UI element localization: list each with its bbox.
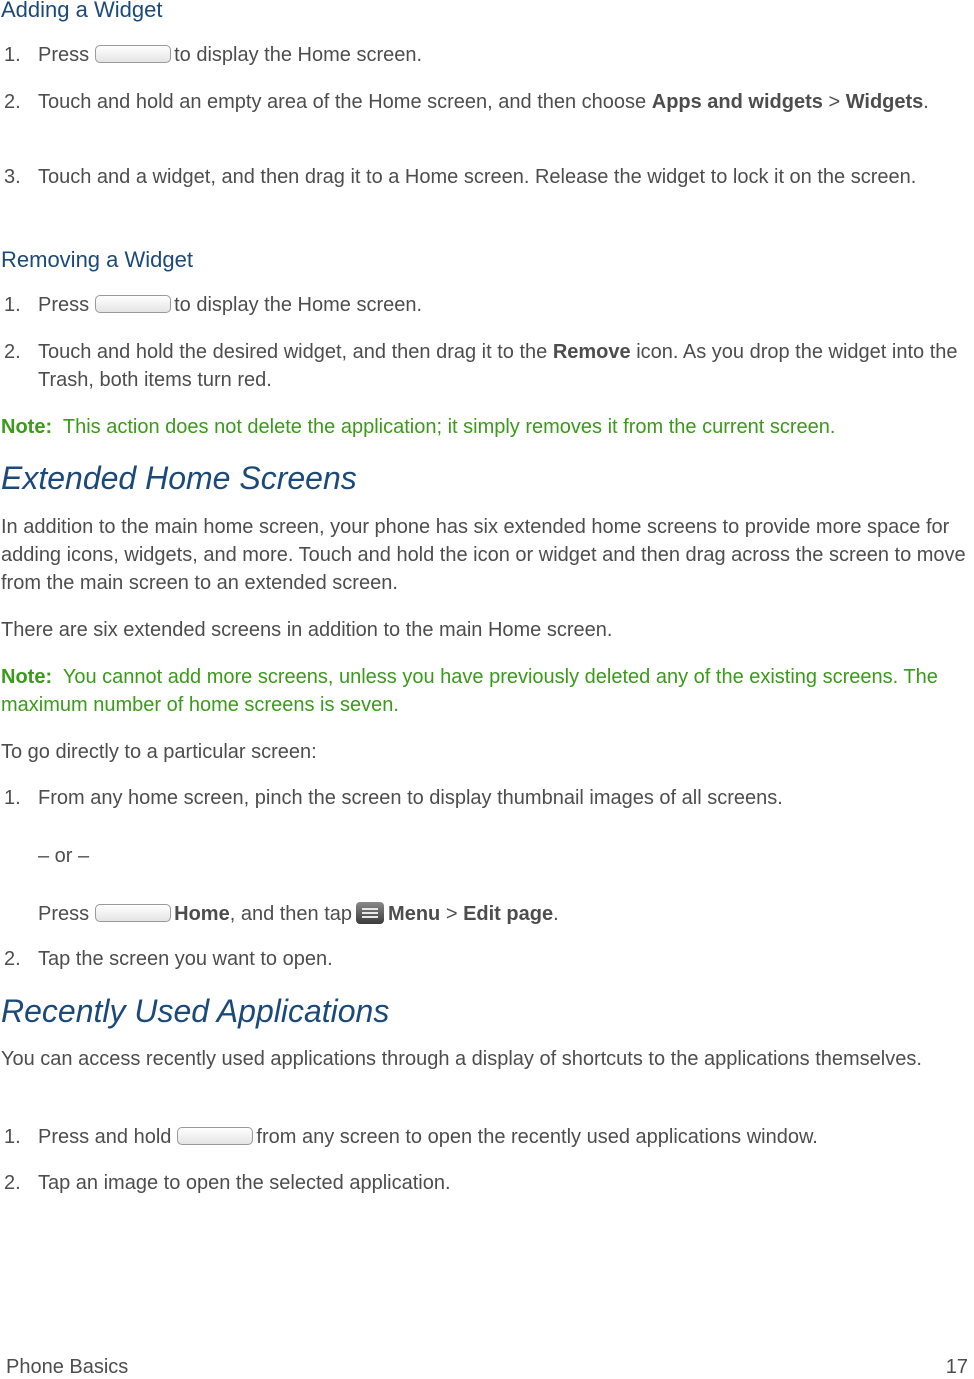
step-number: 2.	[4, 1172, 21, 1194]
paragraph: You can access recently used applications through a display of shortcuts to the applications themselves.	[1, 1048, 922, 1070]
page-number: 17	[945, 1356, 968, 1378]
step-text: Touch and a widget, and then drag it to a Home screen. Release the widget to lock it on the screen.	[38, 166, 917, 188]
step-text: Tap the screen you want to open.	[38, 948, 333, 970]
step-text-part: Touch and hold the desired widget, and then drag it to the	[38, 341, 548, 363]
step-number: 1.	[4, 44, 21, 66]
step-number: 3.	[4, 166, 21, 188]
step-text: From any home screen, pinch the screen to display thumbnail images of all screens.	[38, 787, 783, 809]
step-text	[38, 291, 970, 319]
heading-adding-widget: Adding a Widget	[1, 0, 163, 22]
step-text-part: from any screen to open the recently used applications window.	[256, 1126, 818, 1148]
step-number: 2.	[4, 91, 21, 113]
paragraph: In addition to the main home screen, your phone has six extended home screens to provide more space for adding icons, widgets, and more. Touch and hold the icon or widget and then drag across the screen to move from the main screen to an extended screen.	[1, 516, 966, 594]
step-text-part: .	[923, 91, 929, 113]
step-text-part: Press	[38, 903, 90, 925]
step-text: Tap an image to open the selected application.	[38, 1172, 451, 1194]
step-text	[38, 1123, 970, 1151]
note-removing	[1, 413, 966, 441]
note-text: You cannot add more screens, unless you have previously deleted any of the existing screens. The maximum number of home screens is seven.	[1, 666, 938, 716]
home-key-icon	[95, 904, 171, 922]
step-number: 1.	[4, 787, 21, 809]
paragraph: To go directly to a particular screen:	[1, 741, 317, 763]
heading-extended-home-screens: Extended Home Screens	[1, 460, 357, 496]
widgets-label: Widgets	[845, 91, 924, 113]
step-number: 1.	[4, 1126, 21, 1148]
step-text-part: to display the Home screen.	[174, 44, 423, 66]
note-extended	[1, 663, 966, 719]
home-key-icon	[95, 295, 171, 313]
step-text	[38, 338, 970, 394]
note-text: This action does not delete the application; it simply removes it from the current screen.	[62, 416, 836, 438]
home-key-icon	[95, 45, 171, 63]
paragraph: There are six extended screens in addition to the main Home screen.	[1, 619, 613, 641]
home-key-icon	[177, 1127, 253, 1145]
step-text-part: icon. As you drop the widget into the Trash, both items turn red.	[38, 341, 958, 391]
step-text-part: Press	[38, 294, 90, 316]
step-text-part: .	[553, 903, 559, 925]
step-text	[38, 88, 970, 116]
step-number: 1.	[4, 294, 21, 316]
step-text-part: Press and hold	[38, 1126, 172, 1148]
separator: >	[445, 903, 458, 925]
step-text-part: Touch and hold an empty area of the Home screen, and then choose	[38, 91, 647, 113]
note-label: Note:	[1, 416, 53, 438]
step-text-part: to display the Home screen.	[174, 294, 423, 316]
menu-label: Menu	[388, 903, 441, 925]
menu-icon	[356, 902, 384, 924]
apps-and-widgets-label: Apps and widgets	[651, 91, 823, 113]
edit-page-label: Edit page	[463, 903, 554, 925]
step-number: 2.	[4, 948, 21, 970]
note-label: Note:	[1, 666, 53, 688]
or-text: – or –	[38, 845, 90, 867]
step-number: 2.	[4, 341, 21, 363]
step-text-part: Press	[38, 44, 90, 66]
step-text-part: , and then tap	[229, 903, 353, 925]
step-text	[38, 900, 970, 928]
heading-removing-widget: Removing a Widget	[1, 247, 193, 272]
footer-section: Phone Basics	[6, 1356, 129, 1378]
home-label: Home	[174, 903, 230, 925]
separator: >	[828, 91, 841, 113]
step-text	[38, 41, 970, 69]
remove-label: Remove	[552, 341, 631, 363]
heading-recently-used-applications: Recently Used Applications	[1, 993, 390, 1029]
